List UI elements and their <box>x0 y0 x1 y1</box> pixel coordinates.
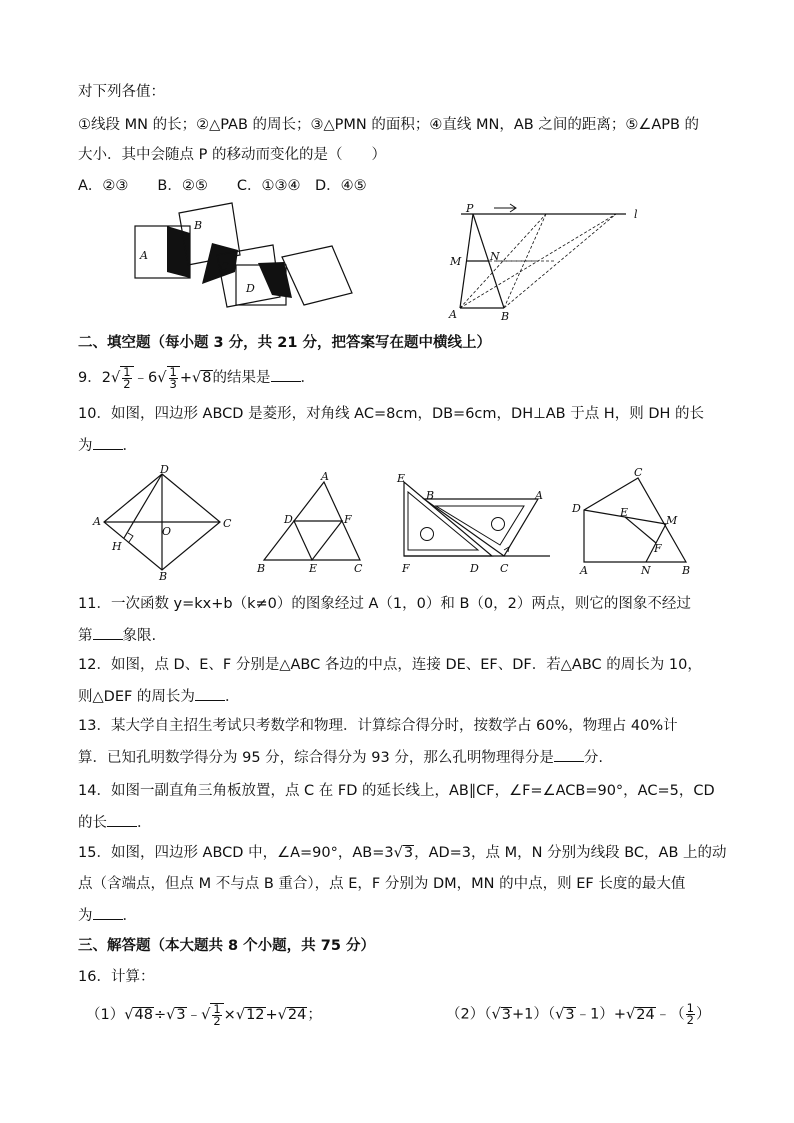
q16-p1-op: ÷ <box>153 1007 167 1023</box>
fig2-label: P <box>466 202 474 215</box>
sqrt-symbol: √ <box>157 370 167 386</box>
question-15-line3 <box>78 905 137 926</box>
q16-p2-op: +1） <box>511 1006 548 1023</box>
q16-p2-denominator: 2 <box>686 1013 694 1027</box>
q10-post: ． <box>122 438 137 454</box>
q12-pre: 则△DEF 的周长为 <box>78 689 195 705</box>
fig2-label: M <box>450 255 462 268</box>
fig2-label: l <box>634 208 638 221</box>
quad-label: A <box>580 564 588 577</box>
q9-denominator-2: 3 <box>169 377 177 391</box>
sqrt-symbol: √ <box>555 1006 565 1023</box>
sqrt-symbol: √ <box>201 1007 211 1023</box>
q9-numerator-1: 1 <box>123 365 131 379</box>
answer-blank[interactable] <box>93 625 123 640</box>
quad-label: B <box>682 564 691 577</box>
section-heading-solve: 三、解答题（本大题共 8 个小题，共 75 分） <box>78 938 375 954</box>
q16-p1-op: × <box>223 1007 236 1023</box>
question-9 <box>78 366 315 390</box>
triangle-label: D <box>284 513 293 526</box>
moving-point-figure <box>446 198 666 322</box>
answer-blank[interactable] <box>271 367 301 382</box>
quad-label: D <box>572 502 581 515</box>
fig1-label: A <box>140 249 148 262</box>
question-14-line2 <box>78 812 152 833</box>
q9-radicand-3: 8 <box>202 370 212 386</box>
q14-pre: 的长 <box>78 815 107 831</box>
quadrilateral-figure <box>568 466 698 578</box>
q16-p2-op: ﹣（ <box>655 1006 685 1023</box>
rhombus-label: D <box>160 463 169 476</box>
q16-p2-radicand: 24 <box>636 1006 655 1023</box>
sqrt-symbol: √ <box>277 1007 287 1023</box>
question-12-line1: 12．如图，点 D、E、F 分别是△ABC 各边的中点，连接 DE、EF、DF．若△ABC 的周长为 10， <box>78 657 702 673</box>
question-15-line2: 点（含端点，但点 M 不与点 B 重合），点 E，F 分别为 DM，MN 的中点，则 EF 长度的最大值 <box>78 876 686 892</box>
fig1-label: C <box>220 260 229 273</box>
q16-p1-radicand: 3 <box>176 1007 186 1023</box>
q16-p2-label: （2） <box>446 1006 485 1023</box>
q16-p2-op: ﹣1） <box>575 1006 614 1023</box>
q15-line3-post: ． <box>122 908 137 924</box>
q16-p1-radicand: 24 <box>287 1007 307 1023</box>
q9-radical-fraction-1 <box>120 366 133 390</box>
setsquare-label: E <box>397 472 406 485</box>
quad-label: C <box>634 466 643 479</box>
question-16-part1 <box>86 1003 322 1027</box>
q15-pre: 15．如图，四边形 ABCD 中，∠A=90°，AB=3 <box>78 845 394 861</box>
q13-post: 分. <box>583 750 603 766</box>
q9-number: 9． <box>78 370 102 386</box>
q11-pre: 第 <box>78 628 93 644</box>
question-13-line1: 13．某大学自主招生考试只考数学和物理．计算综合得分时，按数学占 60%，物理占 40%计 <box>78 718 678 734</box>
sqrt-symbol: √ <box>393 845 403 861</box>
setsquare-label: C <box>500 562 509 575</box>
q9-coef2: 6 <box>148 370 158 386</box>
sqrt-symbol: √ <box>625 1006 636 1023</box>
rhombus-label: O <box>162 525 172 538</box>
q16-p1-radicand: 12 <box>246 1007 265 1023</box>
q16-p2-radicand: 3 <box>501 1006 511 1023</box>
q16-p2-fraction <box>686 1003 695 1026</box>
set-squares-figure <box>392 470 552 576</box>
fig2-label: A <box>449 308 457 321</box>
rhombus-label: A <box>93 515 101 528</box>
midpoint-triangle-figure <box>252 468 367 578</box>
rhombus-label: B <box>159 570 168 583</box>
q16-p1-numerator: 1 <box>213 1002 221 1016</box>
answer-blank[interactable] <box>195 686 225 701</box>
q15-line3-pre: 为 <box>78 908 93 924</box>
quad-label: F <box>654 542 662 555</box>
rhombus-label: C <box>223 517 232 530</box>
setsquare-label: B <box>426 489 435 502</box>
q10-pre: 为 <box>78 438 93 454</box>
q9-end: ． <box>300 370 315 386</box>
triangle-label: A <box>321 470 329 483</box>
answer-blank[interactable] <box>93 435 123 450</box>
quad-label: N <box>641 564 651 577</box>
q14-post: ． <box>137 815 152 831</box>
q13-pre: 算．已知孔明数学得分为 95 分，综合得分为 93 分，那么孔明物理得分是 <box>78 750 554 766</box>
answer-blank[interactable] <box>93 905 123 920</box>
q12-post: ． <box>224 689 240 705</box>
setsquare-label: D <box>470 562 479 575</box>
q16-p1-radicand: 48 <box>134 1007 153 1023</box>
question-16-part2 <box>446 1003 711 1026</box>
q16-p1-op: + <box>265 1007 278 1023</box>
triangle-label: C <box>354 562 363 575</box>
q9-minus: ﹣ <box>133 370 149 386</box>
rhombus-label: H <box>112 540 122 553</box>
question-line: 大小．其中会随点 P 的移动而变化的是（ ） <box>78 147 386 163</box>
q16-p2-paren: （ <box>547 1006 556 1023</box>
q16-p1-end: ； <box>307 1007 322 1023</box>
rhombus-figure <box>90 464 230 582</box>
sqrt-symbol: √ <box>491 1006 501 1023</box>
fig1-label: B <box>194 219 203 232</box>
q11-post: 象限. <box>122 628 157 644</box>
answer-choices: A．②③ B．②⑤ C．①③④ D．④⑤ <box>78 178 367 194</box>
quad-label: M <box>666 514 678 527</box>
sqrt-symbol: √ <box>166 1007 176 1023</box>
q9-coef1: 2 <box>101 370 111 386</box>
q15-radicand: 3 <box>403 845 414 861</box>
q16-p1-label: （1） <box>86 1007 125 1023</box>
q16-p2-radicand: 3 <box>565 1006 575 1023</box>
q15-post: ，AD=3，点 M，N 分别为线段 BC，AB 上的动 <box>414 845 727 861</box>
setsquare-label: F <box>402 562 410 575</box>
sqrt-symbol: √ <box>192 370 202 386</box>
q16-p1-denominator: 2 <box>213 1014 221 1028</box>
triangle-label: F <box>344 513 352 526</box>
fig1-label: D <box>246 282 255 295</box>
rotating-squares-figure <box>132 200 357 312</box>
sqrt-symbol: √ <box>110 370 121 386</box>
sqrt-symbol: √ <box>124 1007 134 1023</box>
question-12-line2 <box>78 686 239 707</box>
question-11-line2 <box>78 625 156 646</box>
q16-p2-paren: ） <box>696 1006 711 1023</box>
quad-label: E <box>620 506 629 519</box>
answer-blank[interactable] <box>107 812 137 827</box>
fig2-label: B <box>501 310 510 323</box>
question-15-line1 <box>78 843 727 863</box>
question-11-line1: 11．一次函数 y=kx+b（k≠0）的图象经过 A（1，0）和 B（0，2）两点，则它的图象不经过 <box>78 596 691 612</box>
fig2-label: N <box>490 250 500 263</box>
intro-line: 对下列各值： <box>78 84 165 100</box>
q16-p2-numerator: 1 <box>686 1001 694 1015</box>
options-line: ①线段 MN 的长；②△PAB 的周长；③△PMN 的面积；④直线 MN，AB 之间的距离；⑤∠APB 的 <box>78 117 700 133</box>
question-10-line1: 10．如图，四边形 ABCD 是菱形，对角线 AC=8cm，DB=6cm，DH⊥AB 于点 H，则 DH 的长 <box>78 406 704 422</box>
question-16-title: 16．计算： <box>78 969 155 985</box>
q16-p2-op: + <box>613 1006 626 1023</box>
section-heading-fill-in: 二、填空题（每小题 3 分，共 21 分，把答案写在题中横线上） <box>78 335 491 351</box>
triangle-label: E <box>309 562 318 575</box>
triangle-label: B <box>257 562 266 575</box>
q9-numerator-2: 1 <box>169 365 177 379</box>
sqrt-symbol: √ <box>235 1007 246 1023</box>
q16-p2-paren: （ <box>484 1006 492 1023</box>
question-14-line1: 14．如图一副直角三角板放置，点 C 在 FD 的延长线上，AB∥CF，∠F=∠ACB=90°，AC=5，CD <box>78 783 715 799</box>
q9-tail: 的结果是 <box>212 370 271 386</box>
q9-denominator-1: 2 <box>123 377 131 391</box>
q16-p1-op: ﹣ <box>186 1007 202 1023</box>
q9-radical-fraction-2 <box>167 366 180 390</box>
q16-p1-radical-fraction <box>210 1003 223 1027</box>
setsquare-label: A <box>535 489 543 502</box>
q9-plus: + <box>179 370 193 386</box>
question-10-line2 <box>78 435 137 456</box>
answer-blank[interactable] <box>554 747 584 762</box>
question-13-line2 <box>78 747 603 768</box>
